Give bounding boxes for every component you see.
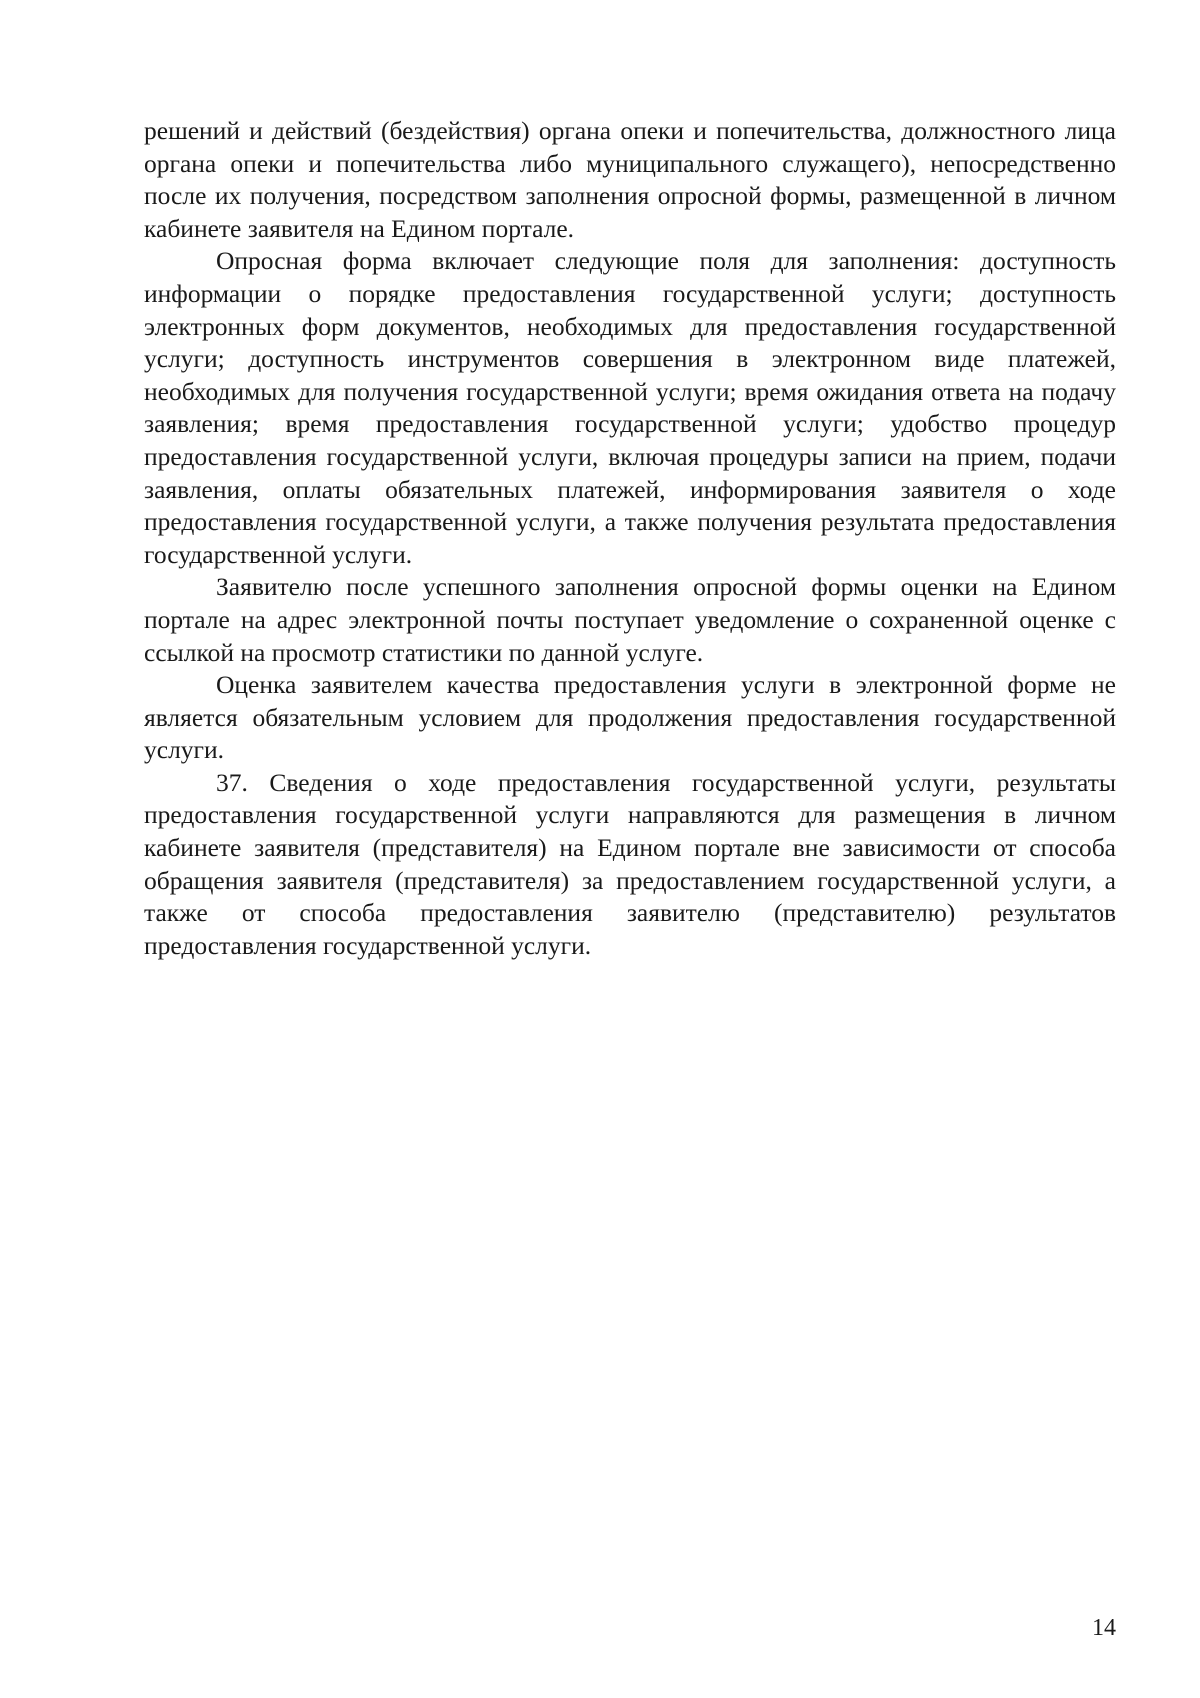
document-text — [144, 115, 1116, 962]
paragraph-survey-form: Опросная форма включает следующие поля для заполнения: доступность информации о порядке предоставления государственной услуги; доступность электронных форм документов, необходимых для предоставления государственной услуги; доступность инструментов совершения в электронном виде платежей, необходимых для получения государственной услуги; время ожидания ответа на подачу заявления; время предоставления государственной услуги; удобство процедур предоставления государственной услуги, включая процедуры записи на прием, подачи заявления, оплаты обязательных платежей, информирования заявителя о ходе предоставления государственной услуги, а также получения результата предоставления государственной услуги. — [144, 246, 1116, 569]
paragraph-notification: Заявителю после успешного заполнения опросной формы оценки на Едином портале на адрес электронной почты поступает уведомление о сохраненной оценке с ссылкой на просмотр статистики по данной услуге. — [144, 572, 1116, 667]
paragraph-item-37: 37. Сведения о ходе предоставления государственной услуги, результаты предоставления государственной услуги направляются для размещения в личном кабинете заявителя (представителя) на Едином портале вне зависимости от способа обращения заявителя (представителя) за предоставлением государственной услуги, а также от способа предоставления заявителю (представителю) результатов предоставления государственной услуги. — [144, 767, 1116, 960]
page-number: 14 — [1092, 1615, 1116, 1641]
paragraph-optional-rating: Оценка заявителем качества предоставления услуги в электронной форме не является обязательным условием для продолжения предоставления государственной услуги. — [144, 670, 1116, 765]
paragraph-continuation: решений и действий (бездействия) органа опеки и попечительства, должностного лица органа опеки и попечительства либо муниципального служащего), непосредственно после их получения, посредством заполнения опросной формы, размещенной в личном кабинете заявителя на Едином портале. — [144, 116, 1116, 243]
